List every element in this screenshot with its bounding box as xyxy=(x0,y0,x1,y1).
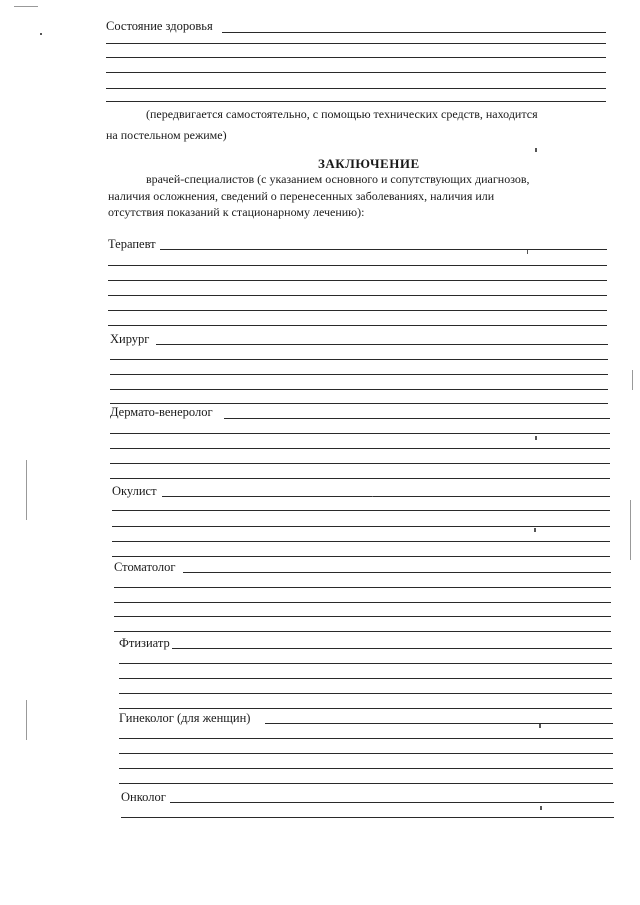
scan-speck xyxy=(535,436,537,440)
fill-line[interactable] xyxy=(108,265,607,266)
conclusion-intro-line1: врачей-специалистов (с указанием основного и сопутствующих диагнозов, xyxy=(146,172,530,186)
fill-line[interactable] xyxy=(106,72,606,73)
fill-line[interactable] xyxy=(114,587,611,588)
scan-speck xyxy=(372,496,373,497)
fill-line[interactable] xyxy=(119,693,612,694)
scan-edge-mark xyxy=(26,460,27,520)
specialist-label-oculist: Окулист xyxy=(112,484,157,498)
fill-line[interactable] xyxy=(224,418,610,419)
fill-line[interactable] xyxy=(119,783,613,784)
fill-line[interactable] xyxy=(110,433,610,434)
specialist-label-surgeon: Хирург xyxy=(110,332,150,346)
scan-edge-mark xyxy=(14,6,38,7)
fill-line[interactable] xyxy=(110,374,608,375)
fill-line[interactable] xyxy=(108,325,607,326)
fill-line[interactable] xyxy=(119,678,612,679)
fill-line[interactable] xyxy=(110,359,608,360)
conclusion-intro-line2: наличия осложнения, сведений о перенесенных заболеваниях, наличия или xyxy=(108,189,495,203)
fill-line[interactable] xyxy=(112,526,610,527)
scan-speck xyxy=(539,724,541,728)
fill-line[interactable] xyxy=(108,280,607,281)
specialist-label-dermatovenereologist: Дермато-венеролог xyxy=(110,405,213,419)
scan-edge-mark xyxy=(630,500,631,560)
specialist-label-gynecologist: Гинеколог (для женщин) xyxy=(119,711,251,725)
fill-line[interactable] xyxy=(114,602,611,603)
mobility-note-line1: (передвигается самостоятельно, с помощью технических средств, находится xyxy=(146,107,538,121)
fill-line[interactable] xyxy=(170,802,614,803)
fill-line[interactable] xyxy=(119,738,613,739)
fill-line[interactable] xyxy=(106,57,606,58)
fill-line[interactable] xyxy=(110,448,610,449)
mobility-note-line2: на постельном режиме) xyxy=(106,128,227,142)
conclusion-intro-line3: отсутствия показаний к стационарному лечению): xyxy=(108,205,365,219)
scan-speck xyxy=(534,528,536,532)
fill-line[interactable] xyxy=(119,708,612,709)
scan-edge-mark xyxy=(26,700,27,740)
fill-line[interactable] xyxy=(110,403,608,404)
specialist-label-therapist: Терапевт xyxy=(108,237,156,251)
fill-line[interactable] xyxy=(110,389,608,390)
fill-line[interactable] xyxy=(106,43,606,44)
conclusion-title: ЗАКЛЮЧЕНИЕ xyxy=(318,156,420,171)
fill-line[interactable] xyxy=(162,496,610,497)
scan-speck xyxy=(540,806,542,810)
fill-line[interactable] xyxy=(160,249,607,250)
scan-speck xyxy=(527,250,528,254)
fill-line[interactable] xyxy=(106,88,606,89)
fill-line[interactable] xyxy=(114,616,611,617)
fill-line[interactable] xyxy=(106,101,606,102)
scan-speck xyxy=(40,33,42,35)
fill-line[interactable] xyxy=(112,541,610,542)
scan-speck xyxy=(535,148,537,152)
fill-line[interactable] xyxy=(119,753,613,754)
specialist-label-oncologist: Онколог xyxy=(121,790,166,804)
fill-line[interactable] xyxy=(108,310,607,311)
scan-edge-mark xyxy=(632,370,633,390)
fill-line[interactable] xyxy=(119,768,613,769)
fill-line[interactable] xyxy=(110,463,610,464)
health-label: Состояние здоровья xyxy=(106,19,213,33)
fill-line[interactable] xyxy=(183,572,611,573)
fill-line[interactable] xyxy=(121,817,614,818)
fill-line[interactable] xyxy=(114,631,611,632)
fill-line[interactable] xyxy=(112,556,610,557)
fill-line[interactable] xyxy=(108,295,607,296)
fill-line[interactable] xyxy=(110,478,610,479)
fill-line[interactable] xyxy=(265,723,613,724)
specialist-label-dentist: Стоматолог xyxy=(114,560,176,574)
fill-line[interactable] xyxy=(119,663,612,664)
fill-line[interactable] xyxy=(112,510,610,511)
fill-line[interactable] xyxy=(156,344,608,345)
fill-line[interactable] xyxy=(172,648,612,649)
fill-line[interactable] xyxy=(222,32,606,33)
specialist-label-phthisiatrician: Фтизиатр xyxy=(119,636,170,650)
